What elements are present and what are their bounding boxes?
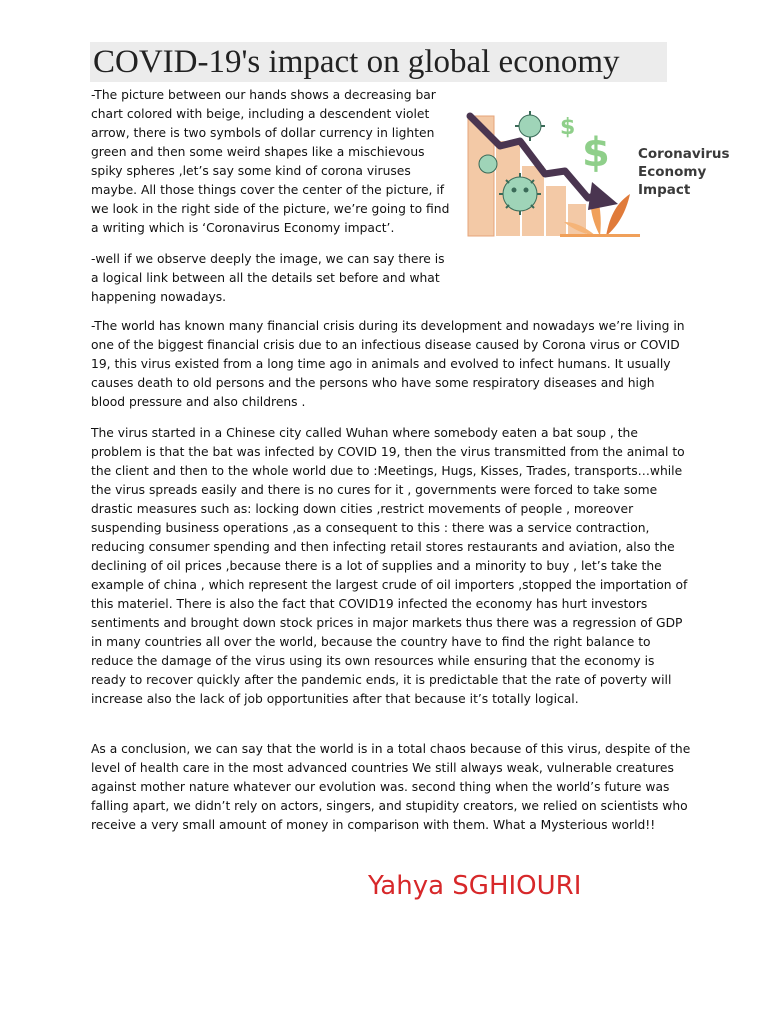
document-title: COVID-19's impact on global economy — [90, 42, 667, 82]
paragraph-logical-link: -well if we observe deeply the image, we can say there is a logical link between all the details set before and what happening nowadays. — [91, 252, 445, 304]
dollar-sign-icon — [560, 115, 610, 176]
coronavirus-economy-illustration — [460, 86, 730, 246]
paragraph-image-description: -The picture between our hands shows a decreasing bar chart colored with beige, including a descendent violet arrow, there is two symbols of dollar currency in lighten green and then some weird shapes like a mischievous spiky spheres ,let’s say some kind of corona viruses maybe. All those things cover the center of the picture, if we look in the right side of the picture, we’re going to find a writing which is ‘Coronavirus Economy impact’. — [91, 88, 450, 235]
svg-text:$: $ — [582, 130, 610, 176]
illustration-caption-line-1: Coronavirus — [638, 146, 730, 162]
paragraph-virus-spread: The virus started in a Chinese city called Wuhan where somebody eaten a bat soup , the problem is that the bat was infected by COVID 19, then the virus transmitted from the animal to the client and then to the whole world due to :Meetings, Hugs, Kisses, Trades, transports…while the virus spreads easily and there is no cures for it , governments were forced to take some drastic measures such as: locking down cities ,restrict movements of people , moreover suspending business operations ,as a consequent to this : there was a service contraction, reducing consumer spending and then infecting retail stores restaurants and aviation, also the declining of oil prices ,because there is a lot of supplies and a minority to buy , let’s take the example of china , which represent the largest crude of oil importers ,stopped the importation of this materiel. There is also the fact that COVID19 infected the economy has hurt investors sentiments and brought down stock prices in major markets thus there was a regression of GDP in many countries all over the world, because the country have to find the right balance to reduce the damage of the virus using its own resources while ensuring that the economy is ready to recover quickly after the pandemic ends, it is predictable that the rate of poverty will increase also the lack of job opportunities after that because it’s totally logical. — [91, 426, 688, 706]
author-signature: Yahya SGHIOURI — [368, 871, 582, 901]
illustration-caption-line-3: Impact — [638, 182, 691, 198]
illustration-caption-line-2: Economy — [638, 164, 707, 180]
paragraph-financial-crisis: -The world has known many financial crisis during its development and nowadays we’re living in one of the biggest financial crisis due to an infectious disease caused by Corona virus or COVID 19, this virus existed from a long time ago in animals and evolved to infect humans. It usually causes death to old persons and the persons who have some respiratory diseases and high blood pressure and also childrens . — [91, 319, 685, 409]
paragraph-conclusion: As a conclusion, we can say that the world is in a total chaos because of this virus, despite of the level of health care in the most advanced countries We still always weak, vulnerable creatures against mother nature whatever our evolution was. second thing when the world’s future was falling apart, we didn’t rely on actors, singers, and stupidity creators, we relied on scientists who receive a very small amount of money in comparison with them. What a Mysterious world!! — [91, 742, 691, 832]
svg-text:$: $ — [560, 115, 576, 140]
